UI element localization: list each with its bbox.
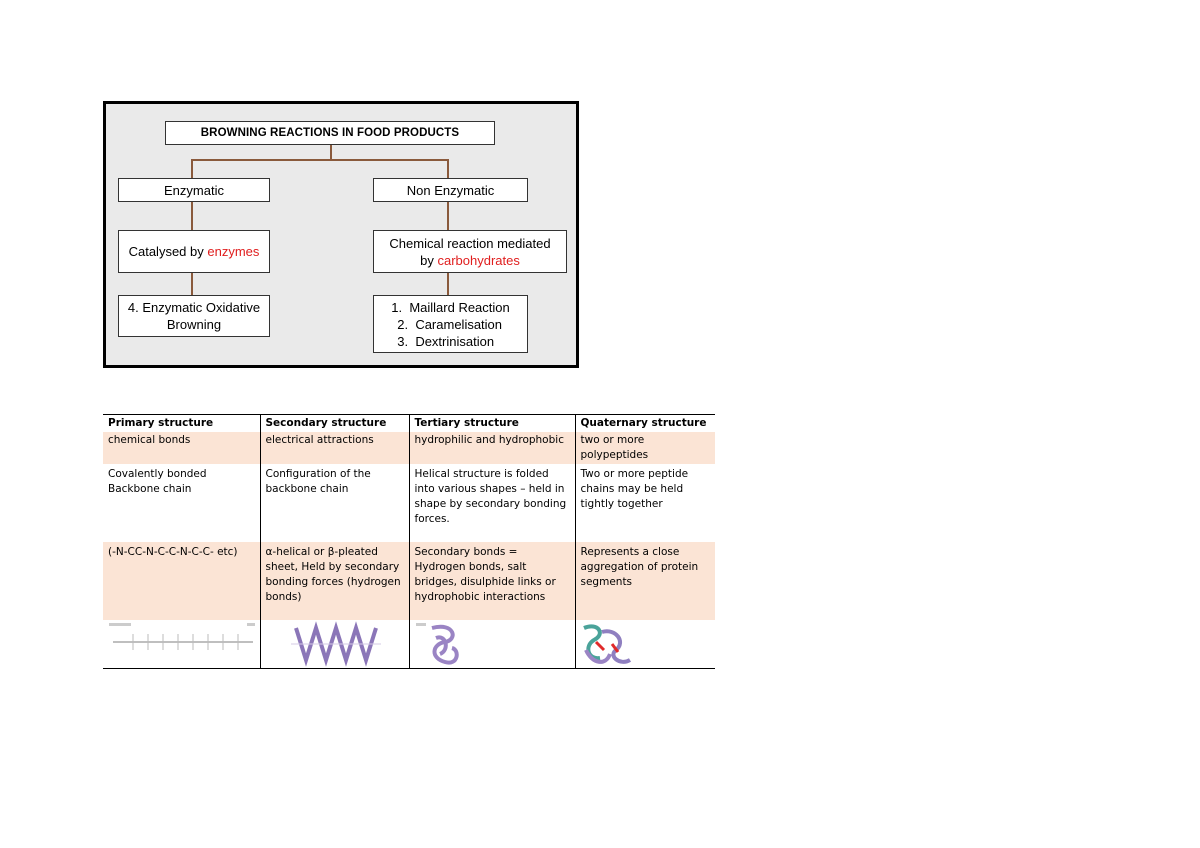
table-cell: Two or more peptide chains may be held tightly together (575, 464, 715, 542)
table-cell: Represents a close aggregation of protein segments (575, 542, 715, 620)
header-quaternary: Quaternary structure (575, 415, 715, 433)
table-cell (103, 620, 260, 669)
table-cell: Covalently bonded Backbone chain (108, 468, 207, 495)
non-enzymatic-heading: Non Enzymatic (373, 178, 528, 202)
non-enzymatic-list (373, 295, 528, 353)
enzymes-highlight: enzymes (207, 244, 260, 259)
enzymatic-description (118, 230, 270, 273)
enzymatic-item: 4. Enzymatic Oxidative Browning (118, 295, 270, 337)
enzymatic-description-text: Catalysed by (128, 244, 208, 259)
enzymatic-heading: Enzymatic (118, 178, 270, 202)
table-row (103, 542, 715, 620)
non-enzymatic-description-text: Chemical reaction mediated by (389, 235, 551, 268)
connector (191, 159, 447, 161)
folded-protein-image (410, 620, 575, 668)
table-row (103, 464, 715, 542)
header-secondary: Secondary structure (260, 415, 409, 433)
non-enzymatic-description (373, 230, 567, 273)
header-primary: Primary structure (103, 415, 260, 433)
table-cell (409, 620, 575, 669)
browning-reactions-diagram (103, 101, 579, 368)
table-header-row (103, 415, 715, 433)
connector (447, 201, 449, 231)
header-tertiary: Tertiary structure (409, 415, 575, 433)
table-cell: Helical structure is folded into various shapes – held in shape by secondary bonding forces. (409, 464, 575, 542)
list-item: 1. Maillard Reaction (391, 299, 510, 315)
connector (191, 159, 193, 179)
quaternary-protein-image (576, 620, 715, 668)
table-cell: (-N-CC-N-C-C-N-C-C- etc) (103, 542, 260, 620)
table-cell (260, 620, 409, 669)
table-cell: Configuration of the backbone chain (260, 464, 409, 542)
connector (191, 201, 193, 231)
table-cell: chemical bonds (103, 432, 260, 464)
list-item: 3. Dextrinisation (397, 333, 495, 349)
connector (447, 159, 449, 179)
carbohydrates-highlight: carbohydrates (437, 252, 520, 268)
backbone-chain-image (103, 620, 259, 668)
table-cell: two or more polypeptides (575, 432, 715, 464)
connector (447, 272, 449, 296)
diagram-title: BROWNING REACTIONS IN FOOD PRODUCTS (165, 121, 495, 145)
table-cell: α-helical or β-pleated sheet, Held by secondary bonding forces (hydrogen bonds) (260, 542, 409, 620)
table-image-row (103, 620, 715, 669)
protein-structure-table (103, 414, 715, 669)
table-cell: hydrophilic and hydrophobic (409, 432, 575, 464)
table-cell (575, 620, 715, 669)
alpha-helix-image (261, 620, 409, 668)
list-item: 2. Caramelisation (397, 316, 503, 332)
table-cell: Secondary bonds = Hydrogen bonds, salt bridges, disulphide links or hydrophobic interactions (409, 542, 575, 620)
connector (191, 272, 193, 296)
connector (330, 144, 332, 160)
table-cell: electrical attractions (260, 432, 409, 464)
table-row (103, 432, 715, 464)
